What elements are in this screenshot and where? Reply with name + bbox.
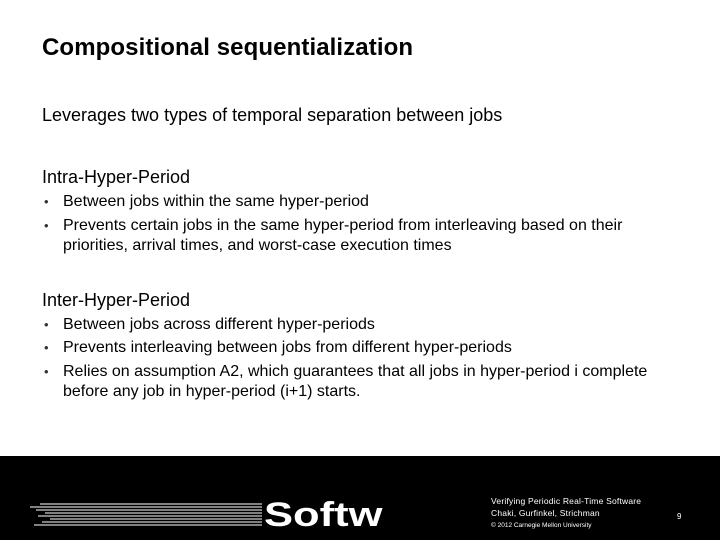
- bullet-item: [42, 315, 682, 336]
- slide-content: [42, 104, 682, 435]
- footer-bar: [0, 456, 720, 540]
- bullet-text: Relies on assumption A2, which guarantees that all jobs in hyper-period i complete before any job in hyper-period (i+1) starts.: [63, 362, 648, 400]
- bullet-text: Prevents certain jobs in the same hyper-period from interleaving based on their priorities, arrival times, and worst-case execution times: [63, 216, 623, 254]
- bullet-icon: •: [44, 217, 49, 233]
- slide-title: Compositional sequentialization: [42, 34, 414, 61]
- footer-credits: [491, 496, 641, 519]
- bullet-text: Between jobs within the same hyper-period: [63, 193, 369, 210]
- section-inter-hyper-period: [42, 289, 682, 403]
- footer-authors: Chaki, Gurfinkel, Strichman: [491, 507, 600, 518]
- software-logo: [0, 456, 480, 540]
- page-number: 9: [677, 512, 682, 521]
- bullet-item: [42, 216, 682, 257]
- bullet-icon: •: [44, 194, 49, 209]
- software-logo-text: Softw: [264, 496, 383, 534]
- bullet-icon: •: [44, 340, 49, 355]
- section-heading: Inter-Hyper-Period: [42, 289, 191, 310]
- bullet-text: Between jobs across different hyper-periods: [63, 315, 375, 333]
- bullet-icon: •: [44, 316, 49, 332]
- bullet-item: [42, 362, 682, 403]
- footer-copyright: © 2012 Carnegie Mellon University: [491, 522, 592, 529]
- section-intra-hyper-period: [42, 166, 682, 257]
- bullet-item: [42, 338, 682, 359]
- intro-text: Leverages two types of temporal separation between jobs: [42, 105, 503, 125]
- bullet-list: [42, 192, 682, 257]
- bullet-icon: •: [44, 363, 49, 379]
- software-logo-graphic: [0, 456, 480, 540]
- bullet-text: Prevents interleaving between jobs from different hyper-periods: [63, 339, 512, 356]
- section-heading: Intra-Hyper-Period: [42, 167, 191, 187]
- footer-title: Verifying Periodic Real-Time Software: [491, 496, 642, 506]
- bullet-item: [42, 192, 682, 213]
- bullet-list: [42, 315, 682, 403]
